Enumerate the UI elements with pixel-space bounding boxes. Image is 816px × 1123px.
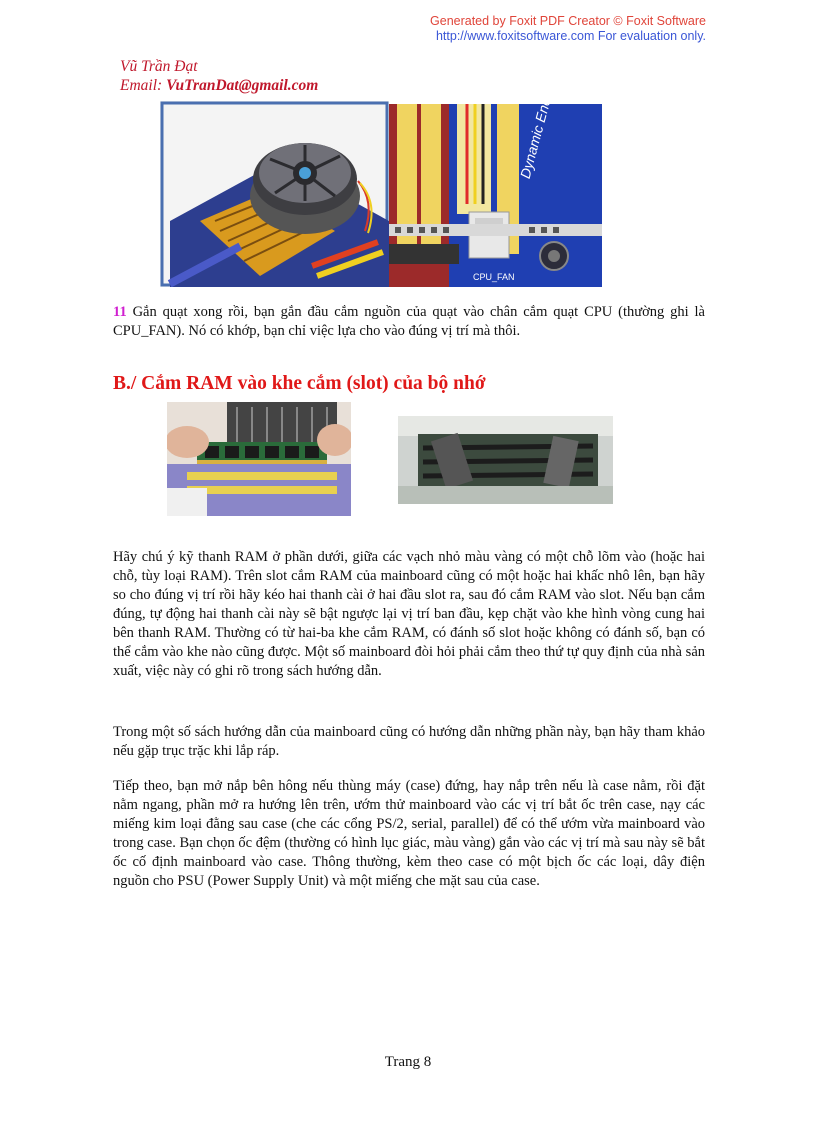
foxit-watermark [430,14,706,44]
watermark-line-1: Generated by Foxit PDF Creator © Foxit Software [430,14,706,28]
cpu-fan-connector-photo [389,104,602,287]
ram-slot-photo [398,416,613,504]
manual-note-paragraph: Trong một số sách hướng dẫn của mainboard cũng có hướng dẫn những phần này, bạn hãy tham khảo nếu gặp trục trặc khi lắp ráp. [113,724,705,759]
cpu-fan-connector-label: CPU_FAN [473,272,515,282]
page-number: Trang 8 [384,1054,432,1070]
author-header [120,57,318,95]
author-name: Vũ Trần Đạt [120,58,198,75]
case-mounting-paragraph: Tiếp theo, bạn mở nắp bên hông nếu thùng máy (case) đứng, hay nắp trên nếu là case nằm, rồi đặt nằm ngang, phần mở ra hướng lên trên, ướm thử mainboard vào các vị trí bắt ốc trên case, nạy các miếng kim loại đằng sau case (che các cổng PS/2, serial, parallel) để có thể ướm vừa mainboard vào trong case. Bạn chọn ốc đệm (thường có hình lục giác, màu vàng) gắn vào các vị trí mà sau này sẽ bắt ốc cố định mainboard vào case. Thông thường, kèm theo case có một bịch ốc các loại, dây điện nguồn cho PSU (Power Supply Unit) và một miếng che mặt sau của case. [113,778,705,889]
ram-instructions-paragraph: Hãy chú ý kỹ thanh RAM ở phần dưới, giữa các vạch nhỏ màu vàng có một chỗ lõm vào (hoặc hai chỗ, tùy loại RAM). Trên slot cắm RAM của mainboard cũng có một hoặc hai khấc nhô lên, bạn hãy so cho đúng vị trí rồi hãy kéo hai thanh cài ở hai đầu slot ra, sau đó cắm RAM vào slot. Nếu bạn cắm đúng, tự động hai thanh cài này sẽ bật ngược lại vị trí ban đầu, kẹp chặt vào khe hình vòng cung hai bên thanh RAM. Thường có từ hai-ba khe cắm RAM, có đánh số slot hoặc không có đánh số, bạn có thể cắm vào khe nào cũng được. Một số mainboard đòi hỏi phải cắm theo thứ tự quy định của nhà sản xuất, việc này có ghi rõ trong sách hướng dẫn. [113,549,705,679]
step-11-body: Gắn quạt xong rồi, bạn gắn đầu cắm nguồn của quạt vào chân cắm quạt CPU (thường ghi là CPU_FAN). Nó có khớp, bạn chỉ việc lựa cho vào đúng vị trí mà thôi. [113,304,705,339]
step-number: 11 [113,304,127,320]
step-11-text [113,303,705,341]
section-b-heading: B./ Cắm RAM vào khe cắm (slot) của bộ nhớ [113,373,486,394]
email-label: Email: [120,77,167,94]
cpu-cooler-photo [160,101,389,287]
ram-install-photo [167,402,351,516]
author-email-line [120,76,318,95]
watermark-line-2: http://www.foxitsoftware.com For evaluation only. [435,29,706,43]
author-email: VuTranDat@gmail.com [166,77,319,94]
